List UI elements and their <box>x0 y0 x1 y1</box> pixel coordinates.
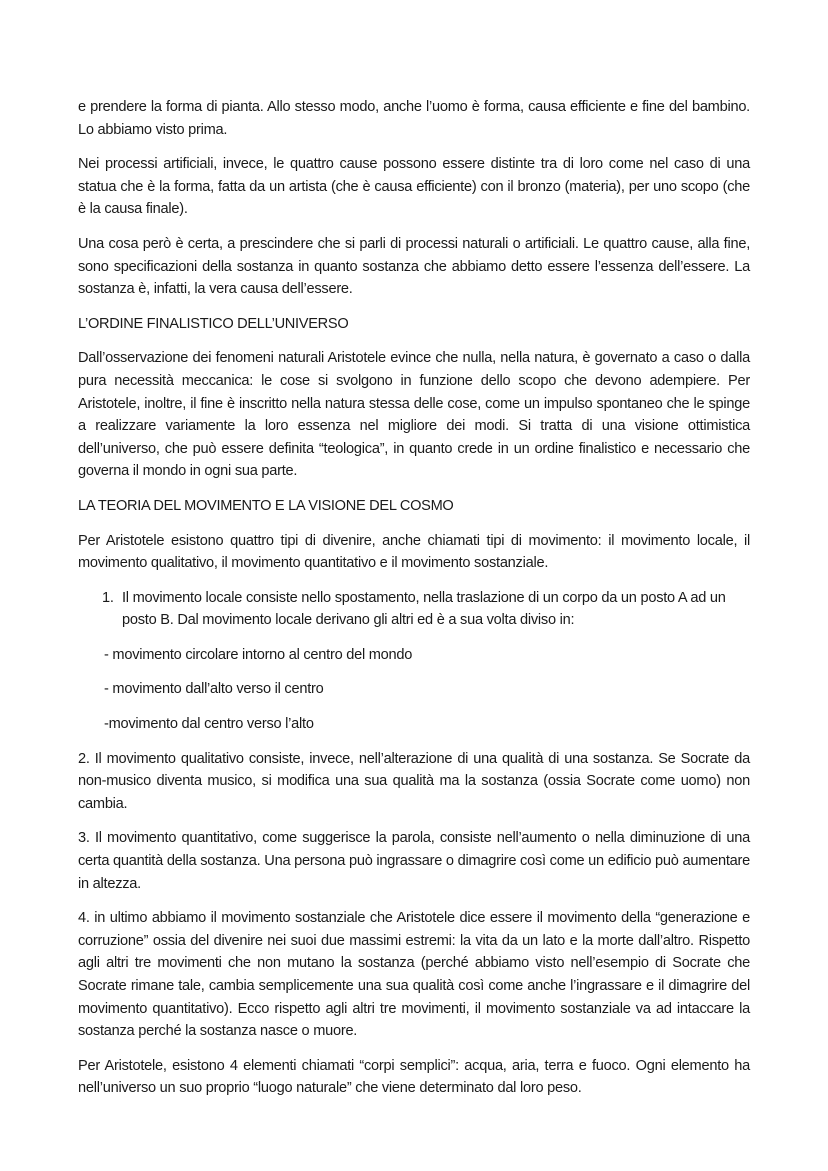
document-page <box>78 96 750 1112</box>
list-number: 1. <box>102 589 114 606</box>
list-item-text: Il movimento locale consiste nello spostamento, nella traslazione di un corpo da un posto A ad un posto B. Dal movimento locale derivano gli altri ed è a sua volta diviso in: <box>122 589 726 629</box>
section-heading-teoria-movimento: LA TEORIA DEL MOVIMENTO E LA VISIONE DEL COSMO <box>78 497 454 514</box>
paragraph-quattro-cause: Una cosa però è certa, a prescindere che si parli di processi naturali o artificiali. Le quattro cause, alla fine, sono specificazioni della sostanza in quanto sostanza che abbiamo detto essere l’essenza dell’essere. La sostanza è, infatti, la vera causa dell’essere. <box>78 235 750 298</box>
section-heading-ordine-finalistico: L’ORDINE FINALISTICO DELL’UNIVERSO <box>78 315 349 332</box>
paragraph-corpi-semplici: Per Aristotele, esistono 4 elementi chiamati “corpi semplici”: acqua, aria, terra e fuoco. Ogni elemento ha nell’universo un suo proprio “luogo naturale” che viene determinato dal loro peso. <box>78 1057 750 1097</box>
paragraph-processi-artificiali: Nei processi artificiali, invece, le quattro cause possono essere distinte tra di loro come nel caso di una statua che è la forma, fatta da un artista (che è causa efficiente) con il bronzo (materia), per uno scopo (che è la causa finale). <box>78 156 750 218</box>
paragraph-movimento-qualitativo: 2. Il movimento qualitativo consiste, invece, nell’alterazione di una qualità di una sostanza. Se Socrate da non-musico diventa musico, si modifica una sua qualità ma la sostanza (ossia Socrate come uomo) non cambia. <box>78 750 750 812</box>
sub-item-alto-verso-centro: - movimento dall’alto verso il centro <box>104 681 324 698</box>
sub-item-centro-verso-alto: -movimento dal centro verso l’alto <box>104 716 314 733</box>
paragraph-tipi-divenire: Per Aristotele esistono quattro tipi di divenire, anche chiamati tipi di movimento: il movimento locale, il movimento qualitativo, il movimento quantitativo e il movimento sostanziale. <box>78 532 750 572</box>
paragraph-forma-pianta: e prendere la forma di pianta. Allo stesso modo, anche l’uomo è forma, causa efficiente e fine del bambino. Lo abbiamo visto prima. <box>78 99 750 138</box>
list-item-movimento-locale <box>78 587 750 632</box>
paragraph-movimento-sostanziale: 4. in ultimo abbiamo il movimento sostanziale che Aristotele dice essere il movimento della “generazione e corruzione” ossia del divenire nei suoi due massimi estremi: la vita da un lato e la morte dall’altro. Rispetto agli altri tre movimenti che non mutano la sostanza (perché abbiamo visto nell’esempio di Socrate che Socrate rimane tale, cambia semplicemente una sua qualità così come anche l’ingrassare e il dimagrire del movimento quantitativo). Ecco rispetto agli altri tre movimenti, il movimento sostanziale va ad intaccare la sostanza perché la sostanza nasce o muore. <box>78 910 750 1040</box>
sub-item-movimento-circolare: - movimento circolare intorno al centro del mondo <box>104 646 413 663</box>
paragraph-movimento-quantitativo: 3. Il movimento quantitativo, come suggerisce la parola, consiste nell’aumento o nella diminuzione di una certa quantità della sostanza. Una persona può ingrassare o dimagrire così come un edificio può aumentare in altezza. <box>78 830 750 892</box>
paragraph-ordine-finalistico: Dall’osservazione dei fenomeni naturali Aristotele evince che nulla, nella natura, è governato a caso o dalla pura necessità meccanica: le cose si svolgono in funzione dello scopo che devono adempiere. Per Aristotele, inoltre, il fine è inscritto nella natura stessa delle cose, come un impulso spontaneo che le spinge a realizzare variamente la loro essenza nel migliore dei modi. Si tratta di una visione ottimistica dell’universo, che può essere definita “teologica”, in quanto crede in un ordine finalistico e necessario che governa il mondo in ogni sua parte. <box>78 350 750 480</box>
